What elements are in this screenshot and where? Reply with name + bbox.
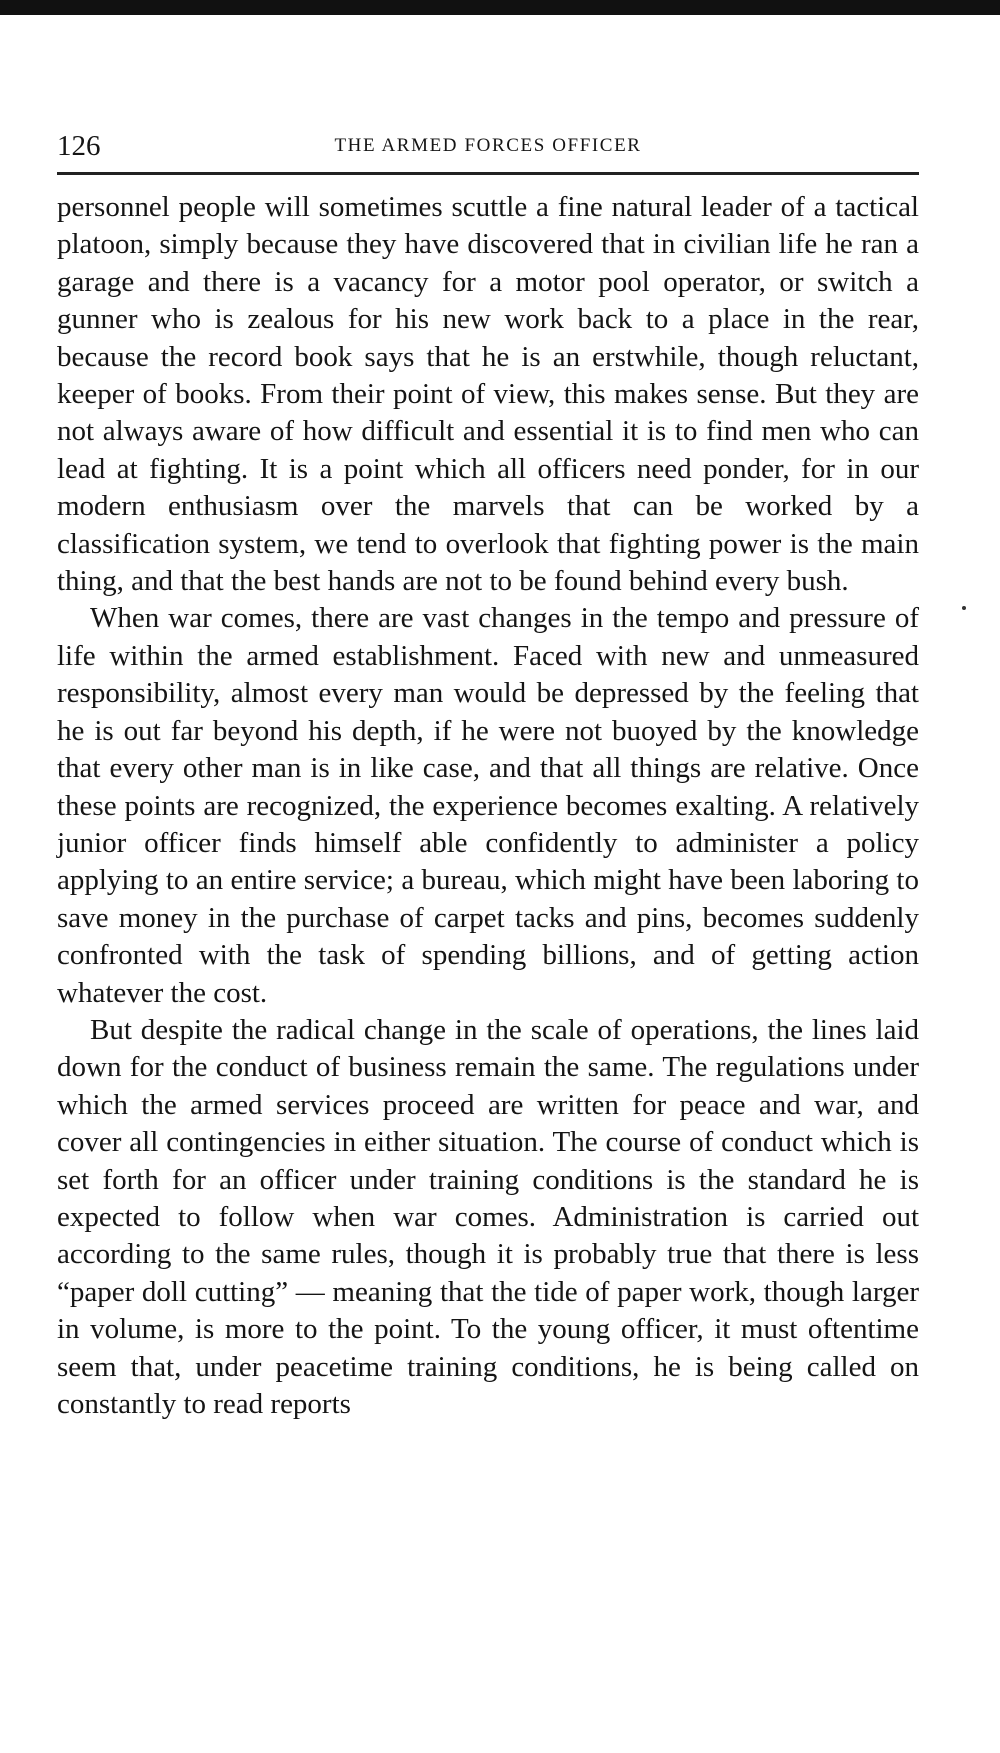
running-head: THE ARMED FORCES OFFICER xyxy=(334,135,642,156)
page-top-border xyxy=(0,0,1000,15)
paragraph-3: But despite the radical change in the scale of operations, the lines laid down for the conduct of business remain the same. The regulations under which the armed services proceed are written for peace and war, and cover all contingencies in either situation. The course of conduct which is set forth for an officer under training conditions is the standard he is expected to follow when war comes. Administration is carried out according to the same rules, though it is probably true that there is less “paper doll cutting” — meaning that the tide of paper work, though larger in volume, is more to the point. To the young officer, it must oftentime seem that, under peacetime training conditions, he is being called on constantly to read reports xyxy=(57,1013,919,1420)
margin-mark xyxy=(962,606,966,610)
body-text xyxy=(57,189,919,1423)
paragraph-1: personnel people will sometimes scuttle a fine natural leader of a tactical platoon, simply because they have discovered that in civilian life he ran a garage and there is a vacancy for a motor pool operator, or switch a gunner who is zealous for his new work back to a place in the rear, because the record book says that he is an erstwhile, though reluctant, keeper of books. From their point of view, this makes sense. But they are not always aware of how difficult and essential it is to find men who can lead at fighting. It is a point which all officers need ponder, for in our modern enthusiasm over the marvels that can be worked by a classification system, we tend to overlook that fighting power is the main thing, and that the best hands are not to be found behind every bush. xyxy=(57,191,919,598)
paragraph-2: When war comes, there are vast changes in the tempo and pressure of life within the armed establishment. Faced with new and unmeasured responsibility, almost every man would be depressed by the feeling that he is out far beyond his depth, if he were not buoyed by the knowledge that every other man is in like case, and that all things are relative. Once these points are recognized, the experience becomes exalting. A relatively junior officer finds himself able confidently to administer a policy applying to an entire service; a bureau, which might have been laboring to save money in the purchase of carpet tacks and pins, becomes suddenly confronted with the task of spending billions, and of getting action whatever the cost. xyxy=(57,602,919,1009)
page-header xyxy=(57,128,919,175)
page-number: 126 xyxy=(57,130,101,162)
